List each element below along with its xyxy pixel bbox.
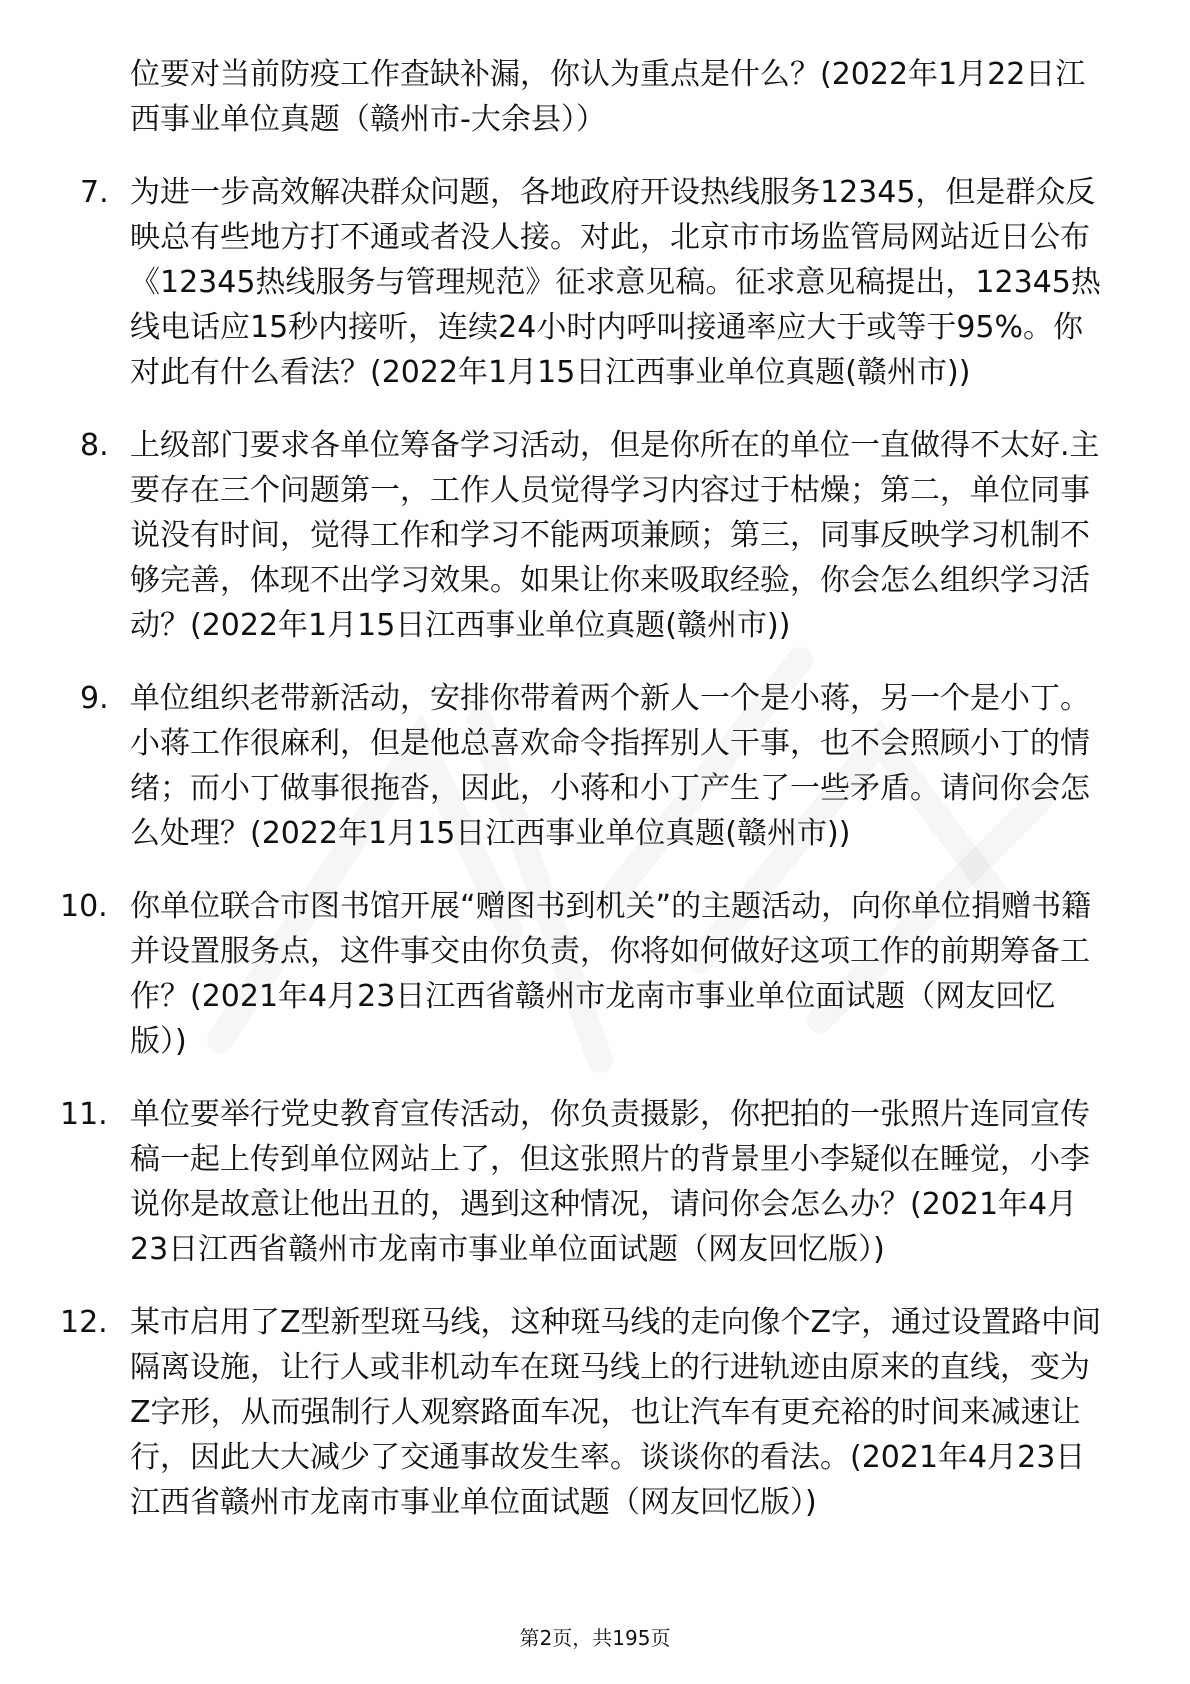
question-text: 某市启用了Z型新型斑马线，这种斑马线的走向像个Z字，通过设置路中间隔离设施，让行人或非机动车在斑马线上的行进轨迹由原来的直线，变为Z字形，从而强制行人观察路面车况，也让汽车有更充裕的时间来减速让行，因此大大减少了交通事故发生率。谈谈你的看法。(2021年4月23日江西省赣州市龙南市事业单位面试题（网友回忆版）) bbox=[130, 1305, 1102, 1520]
question-text: 为进一步高效解决群众问题，各地政府开设热线服务12345，但是群众反映总有些地方打不通或者没人接。对此，北京市市场监管局网站近日公布《12345热线服务与管理规范》征求意见稿。征求意见稿提出，12345热线电话应15秒内接听，连续24小时内呼叫接通率应大于或等于95%。你对此有什么看法？(2022年1月15日江西事业单位真题(赣州市)) bbox=[130, 175, 1101, 390]
question-item-12 bbox=[60, 1300, 1110, 1525]
question-item-10 bbox=[60, 884, 1110, 1064]
question-number: 12. bbox=[60, 1305, 108, 1340]
question-item-9 bbox=[80, 676, 1110, 856]
question-item-8 bbox=[80, 423, 1110, 648]
question-number: 10. bbox=[60, 889, 108, 924]
question-number: 8. bbox=[80, 428, 109, 463]
question-list bbox=[60, 52, 1110, 1553]
page-footer: 第2页，共195页 bbox=[519, 1626, 671, 1650]
question-continuation: 位要对当前防疫工作查缺补漏，你认为重点是什么？(2022年1月22日江西事业单位真题（赣州市-大余县）） bbox=[130, 57, 1086, 137]
question-text: 你单位联合市图书馆开展“赠图书到机关”的主题活动，向你单位捐赠书籍并设置服务点，这件事交由你负责，你将如何做好这项工作的前期筹备工作？(2021年4月23日江西省赣州市龙南市事业单位面试题（网友回忆版）) bbox=[130, 889, 1092, 1059]
question-number: 9. bbox=[80, 681, 109, 716]
question-text: 上级部门要求各单位筹备学习活动，但是你所在的单位一直做得不太好.主要存在三个问题第一，工作人员觉得学习内容过于枯燥；第二，单位同事说没有时间，觉得工作和学习不能两项兼顾；第三，同事反映学习机制不够完善，体现不出学习效果。如果让你来吸取经验，你会怎么组织学习活动？(2022年1月15日江西事业单位真题(赣州市)) bbox=[130, 428, 1100, 643]
question-text: 单位要举行党史教育宣传活动，你负责摄影，你把拍的一张照片连同宣传稿一起上传到单位网站上了，但这张照片的背景里小李疑似在睡觉，小李说你是故意让他出丑的，遇到这种情况，请问你会怎么办？(2021年4月23日江西省赣州市龙南市事业单位面试题（网友回忆版）) bbox=[130, 1097, 1090, 1267]
question-text: 单位组织老带新活动，安排你带着两个新人一个是小蒋，另一个是小丁。小蒋工作很麻利，但是他总喜欢命令指挥别人干事，也不会照顾小丁的情绪；而小丁做事很拖沓，因此，小蒋和小丁产生了一些矛盾。请问你会怎么处理？(2022年1月15日江西事业单位真题(赣州市)) bbox=[130, 681, 1090, 851]
question-number: 7. bbox=[80, 175, 109, 210]
question-item-11 bbox=[60, 1092, 1110, 1272]
question-number: 11. bbox=[60, 1097, 108, 1132]
question-item-7 bbox=[80, 170, 1110, 395]
